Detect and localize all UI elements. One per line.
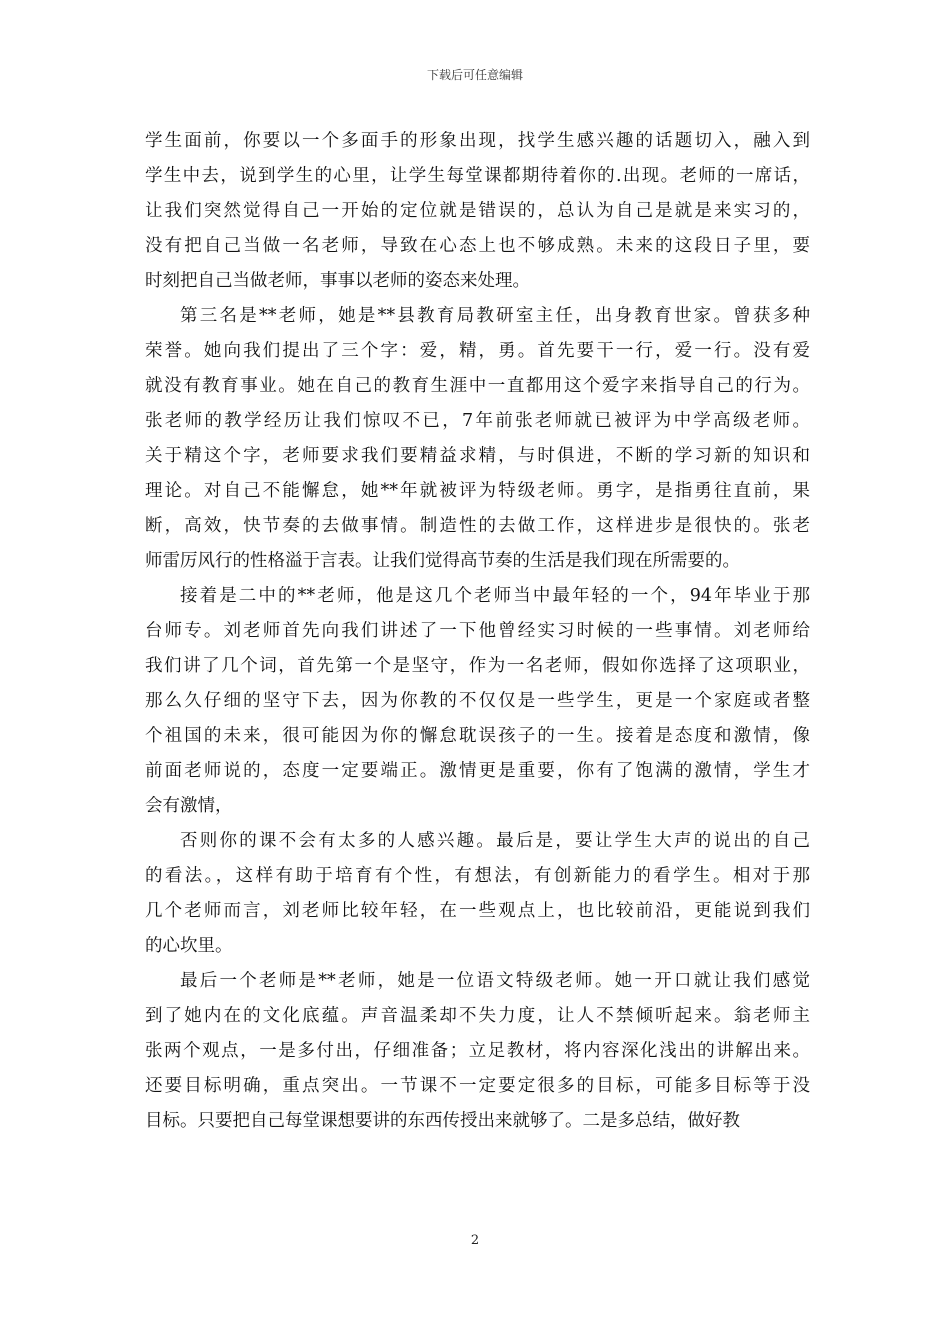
text-line: 关于精这个字，老师要求我们要精益求精，与时俱进，不断的学习新的知识和 xyxy=(145,446,810,466)
text-line: 的看法。，这样有助于培育有个性，有想法，有创新能力的看学生。相对于那 xyxy=(145,866,810,886)
paragraph xyxy=(145,124,810,299)
text-line: 的心坎里。 xyxy=(145,936,233,956)
text-line: 那么久仔细的坚守下去，因为你教的不仅仅是一些学生，更是一个家庭或者整 xyxy=(145,691,810,711)
text-line: 到了她内在的文化底蕴。声音温柔却不失力度，让人不禁倾听起来。翁老师主 xyxy=(145,1006,810,1026)
text-line: 目标。只要把自己每堂课想要讲的东西传授出来就够了。二是多总结，做好教 xyxy=(145,1111,740,1131)
text-line: 我们讲了几个词，首先第一个是坚守，作为一名老师，假如你选择了这项职业， xyxy=(145,656,810,676)
text-line: 接着是二中的**老师，他是这几个老师当中最年轻的一个，94年毕业于那 xyxy=(180,586,810,606)
text-line: 第三名是**老师，她是**县教育局教研室主任，出身教育世家。曾获多种 xyxy=(180,306,810,326)
text-line: 还要目标明确，重点突出。一节课不一定要定很多的目标，可能多目标等于没 xyxy=(145,1076,810,1096)
text-line: 断，高效，快节奏的去做事情。制造性的去做工作，这样进步是很快的。张老 xyxy=(145,516,810,536)
paragraph xyxy=(145,299,810,579)
text-line: 会有激情， xyxy=(145,796,233,816)
text-line: 张老师的教学经历让我们惊叹不已，7年前张老师就已被评为中学高级老师。 xyxy=(145,411,810,431)
text-line: 前面老师说的，态度一定要端正。激情更是重要，你有了饱满的激情，学生才 xyxy=(145,761,810,781)
page-header: 下载后可任意编辑 xyxy=(426,68,523,82)
text-line: 就没有教育事业。她在自己的教育生涯中一直都用这个爱字来指导自己的行为。 xyxy=(145,376,810,396)
text-line: 几个老师而言，刘老师比较年轻，在一些观点上，也比较前沿，更能说到我们 xyxy=(145,901,810,921)
paragraph xyxy=(145,824,810,964)
text-line: 张两个观点，一是多付出，仔细准备；立足教材，将内容深化浅出的讲解出来。 xyxy=(145,1041,810,1061)
text-line: 师雷厉风行的性格溢于言表。让我们觉得高节奏的生活是我们现在所需要的。 xyxy=(145,551,740,571)
text-line: 学生中去，说到学生的心里，让学生每堂课都期待着你的.出现。老师的一席话， xyxy=(145,166,810,186)
text-line: 没有把自己当做一名老师，导致在心态上也不够成熟。未来的这段日子里，要 xyxy=(145,236,810,256)
text-line: 荣誉。她向我们提出了三个字：爱，精，勇。首先要干一行，爱一行。没有爱 xyxy=(145,341,810,361)
page-number: 2 xyxy=(470,1233,480,1248)
paragraph xyxy=(145,964,810,1139)
text-line: 理论。对自己不能懈怠，她**年就被评为特级老师。勇字，是指勇往直前，果 xyxy=(145,481,810,501)
text-line: 时刻把自己当做老师，事事以老师的姿态来处理。 xyxy=(145,271,530,291)
text-line: 台师专。刘老师首先向我们讲述了一下他曾经实习时候的一些事情。刘老师给 xyxy=(145,621,810,641)
text-line: 否则你的课不会有太多的人感兴趣。最后是，要让学生大声的说出的自己 xyxy=(180,831,810,851)
text-line: 让我们突然觉得自己一开始的定位就是错误的，总认为自己是就是来实习的， xyxy=(145,201,810,221)
document-body xyxy=(145,124,810,1139)
text-line: 个祖国的未来，很可能因为你的懈怠耽误孩子的一生。接着是态度和激情，像 xyxy=(145,726,810,746)
text-line: 最后一个老师是**老师，她是一位语文特级老师。她一开口就让我们感觉 xyxy=(180,971,810,991)
text-line: 学生面前，你要以一个多面手的形象出现，找学生感兴趣的话题切入，融入到 xyxy=(145,131,810,151)
paragraph xyxy=(145,579,810,824)
